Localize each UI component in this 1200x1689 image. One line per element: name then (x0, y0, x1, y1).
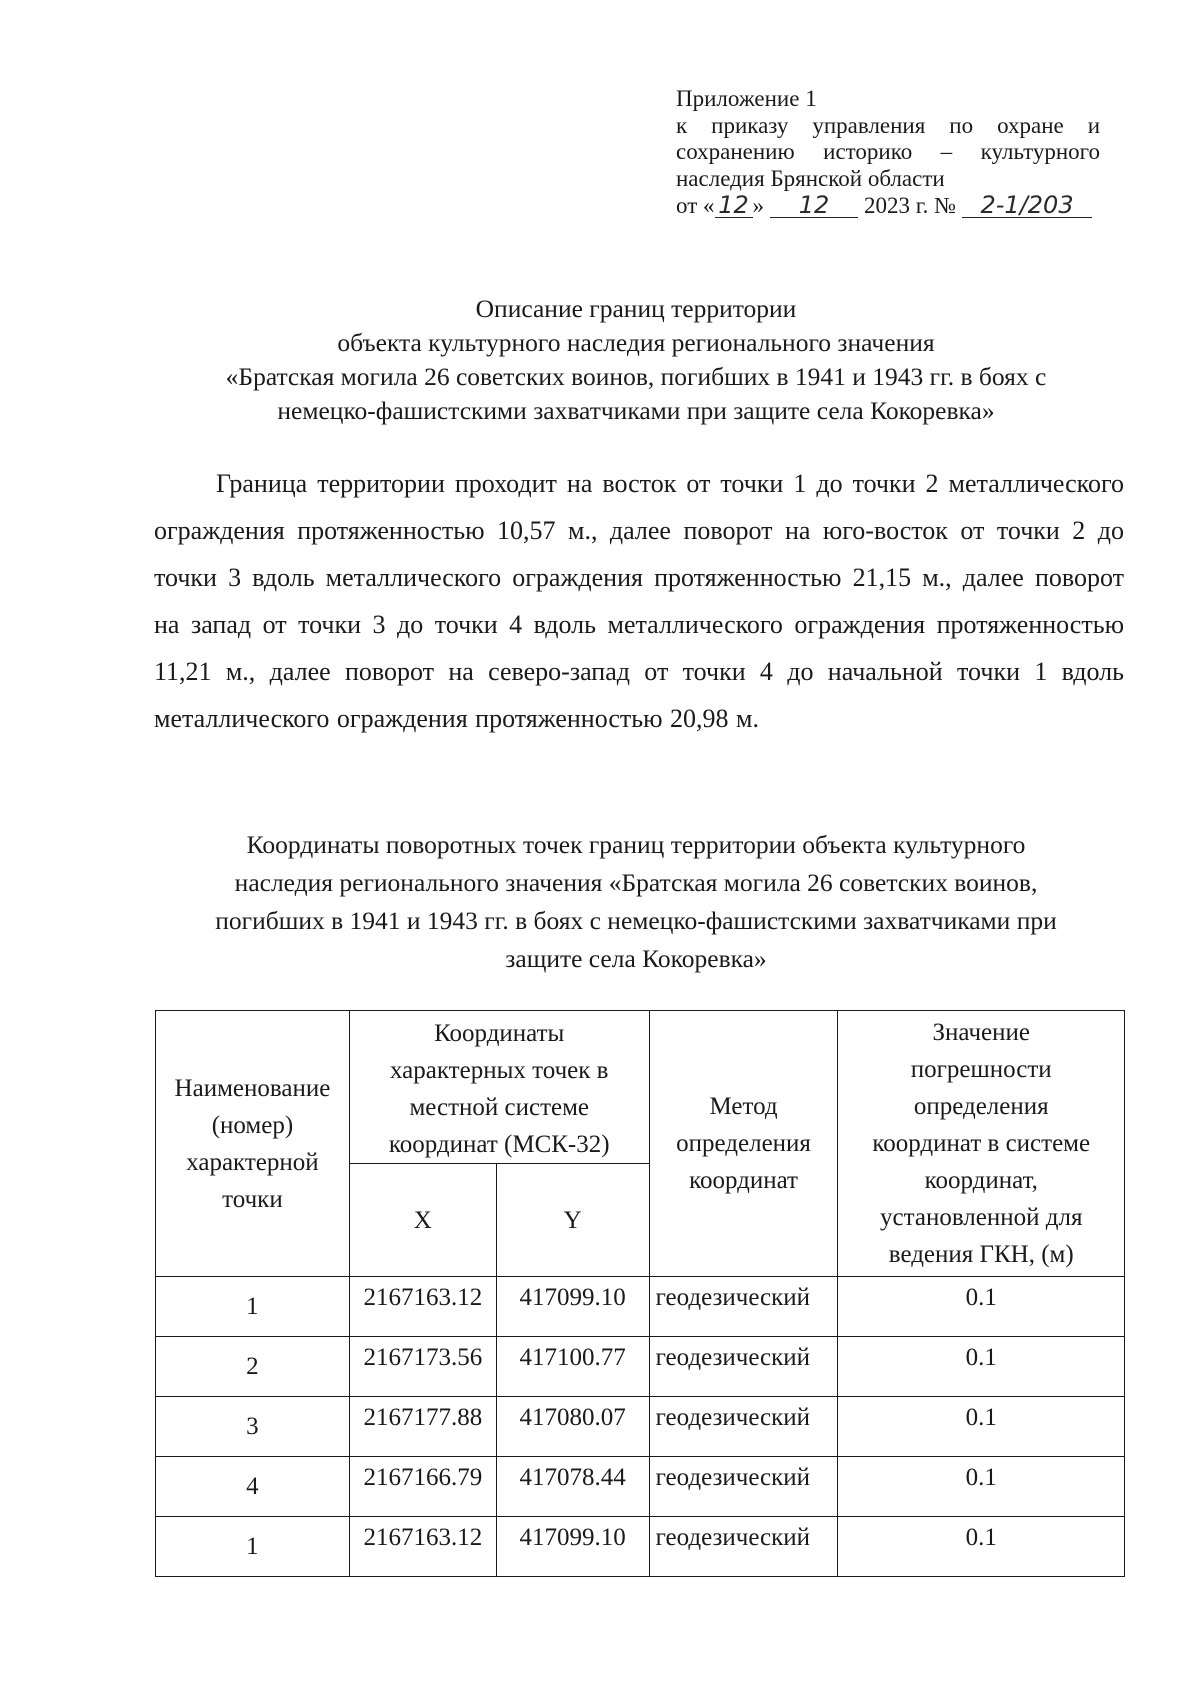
cell-y: 417099.10 (496, 1517, 649, 1577)
cell-point: 1 (156, 1277, 350, 1337)
header-text: координат в системе (872, 1130, 1091, 1157)
cell-y: 417080.07 (496, 1397, 649, 1457)
heading-line: наследия регионального значения «Братская могила 26 советских воинов, (234, 868, 1038, 897)
header-text: координат (689, 1167, 798, 1194)
date-year-label: 2023 г. № (864, 193, 957, 218)
header-text: местной системе (409, 1094, 590, 1121)
cell-point: 4 (156, 1457, 350, 1517)
cell-error: 0.1 (838, 1457, 1125, 1517)
cell-x: 2167177.88 (349, 1397, 496, 1457)
title-line: объекта культурного наследия регионального значения (337, 328, 935, 357)
header-text: Метод (709, 1093, 778, 1120)
heading-line: Координаты поворотных точек границ территории объекта культурного (246, 830, 1026, 859)
coordinates-heading (150, 826, 1122, 978)
cell-method: геодезический (649, 1337, 838, 1397)
cell-y: 417078.44 (496, 1457, 649, 1517)
cell-y: 417100.77 (496, 1337, 649, 1397)
cell-point: 3 (156, 1397, 350, 1457)
date-day-handwritten: 12 (715, 193, 753, 218)
header-text: Значение (932, 1019, 1030, 1046)
cell-x: 2167163.12 (349, 1517, 496, 1577)
boundary-description: Граница территории проходит на восток от точки 1 до точки 2 металлического ограждения протяженностью 10,57 м., далее поворот на юго-восток от точки 2 до точки 3 вдоль металлического ограждения протяженностью 21,15 м., далее поворот на запад от точки 3 до точки 4 вдоль металлического ограждения протяженностью 11,21 м., далее поворот на северо-запад от точки 4 до начальной точки 1 вдоль металлического ограждения протяженностью 20,98 м. (154, 469, 1124, 733)
cell-error: 0.1 (838, 1337, 1125, 1397)
header-text: характерных точек в (390, 1057, 609, 1084)
title-line: «Братская могила 26 советских воинов, погибших в 1941 и 1943 гг. в боях с (225, 362, 1047, 391)
table-row (156, 1277, 1125, 1337)
header-method (649, 1011, 838, 1277)
header-text: точки (222, 1185, 283, 1213)
header-text: координат (МСК-32) (388, 1131, 610, 1158)
header-text: определения (913, 1093, 1049, 1120)
header-text: Координаты (434, 1020, 565, 1047)
cell-point: 1 (156, 1517, 350, 1577)
order-number-handwritten: 2-1/203 (962, 193, 1092, 218)
header-text: Наименование (174, 1074, 331, 1102)
date-quote-close: » (752, 193, 764, 218)
header-error-value (838, 1011, 1125, 1277)
cell-error: 0.1 (838, 1277, 1125, 1337)
cell-x: 2167163.12 (349, 1277, 496, 1337)
header-x: X (349, 1164, 496, 1277)
heading-line: защите села Кокоревка» (505, 944, 767, 973)
cell-y: 417099.10 (496, 1277, 649, 1337)
table-row (156, 1457, 1125, 1517)
header-point-name (156, 1011, 350, 1277)
cell-x: 2167166.79 (349, 1457, 496, 1517)
title-line: немецко-фашистскими захватчиками при защите села Кокоревка» (277, 396, 995, 425)
date-month-handwritten: 12 (770, 193, 858, 218)
cell-method: геодезический (649, 1277, 838, 1337)
cell-error: 0.1 (838, 1397, 1125, 1457)
header-text: координат, (924, 1167, 1038, 1194)
header-text: погрешности (910, 1056, 1052, 1083)
cell-error: 0.1 (838, 1517, 1125, 1577)
header-text: установленной для (880, 1204, 1083, 1231)
document-title (150, 292, 1122, 428)
date-prefix: от « (676, 193, 715, 218)
cell-method: геодезический (649, 1397, 838, 1457)
cell-x: 2167173.56 (349, 1337, 496, 1397)
table-row (156, 1517, 1125, 1577)
coordinates-table (155, 1010, 1125, 1577)
header-text: характерной (186, 1148, 319, 1176)
appendix-line: наследия Брянской области (676, 165, 945, 191)
cell-point: 2 (156, 1337, 350, 1397)
appendix-line: к приказу управления по охране и (676, 112, 1100, 138)
appendix-header (676, 86, 1100, 220)
title-line: Описание границ территории (475, 294, 797, 323)
header-text: определения (676, 1130, 811, 1157)
header-coordinates-group (349, 1011, 649, 1164)
cell-method: геодезический (649, 1457, 838, 1517)
table-row (156, 1337, 1125, 1397)
cell-method: геодезический (649, 1517, 838, 1577)
appendix-line: сохранению историко – культурного (676, 139, 1100, 164)
header-y: Y (496, 1164, 649, 1277)
appendix-date-line (676, 193, 1100, 220)
header-text: (номер) (211, 1111, 294, 1139)
header-text: ведения ГКН, (м) (888, 1241, 1074, 1268)
table-row (156, 1397, 1125, 1457)
heading-line: погибших в 1941 и 1943 гг. в боях с немецко-фашистскими захватчиками при (215, 906, 1057, 935)
appendix-title: Приложение 1 (676, 86, 817, 111)
